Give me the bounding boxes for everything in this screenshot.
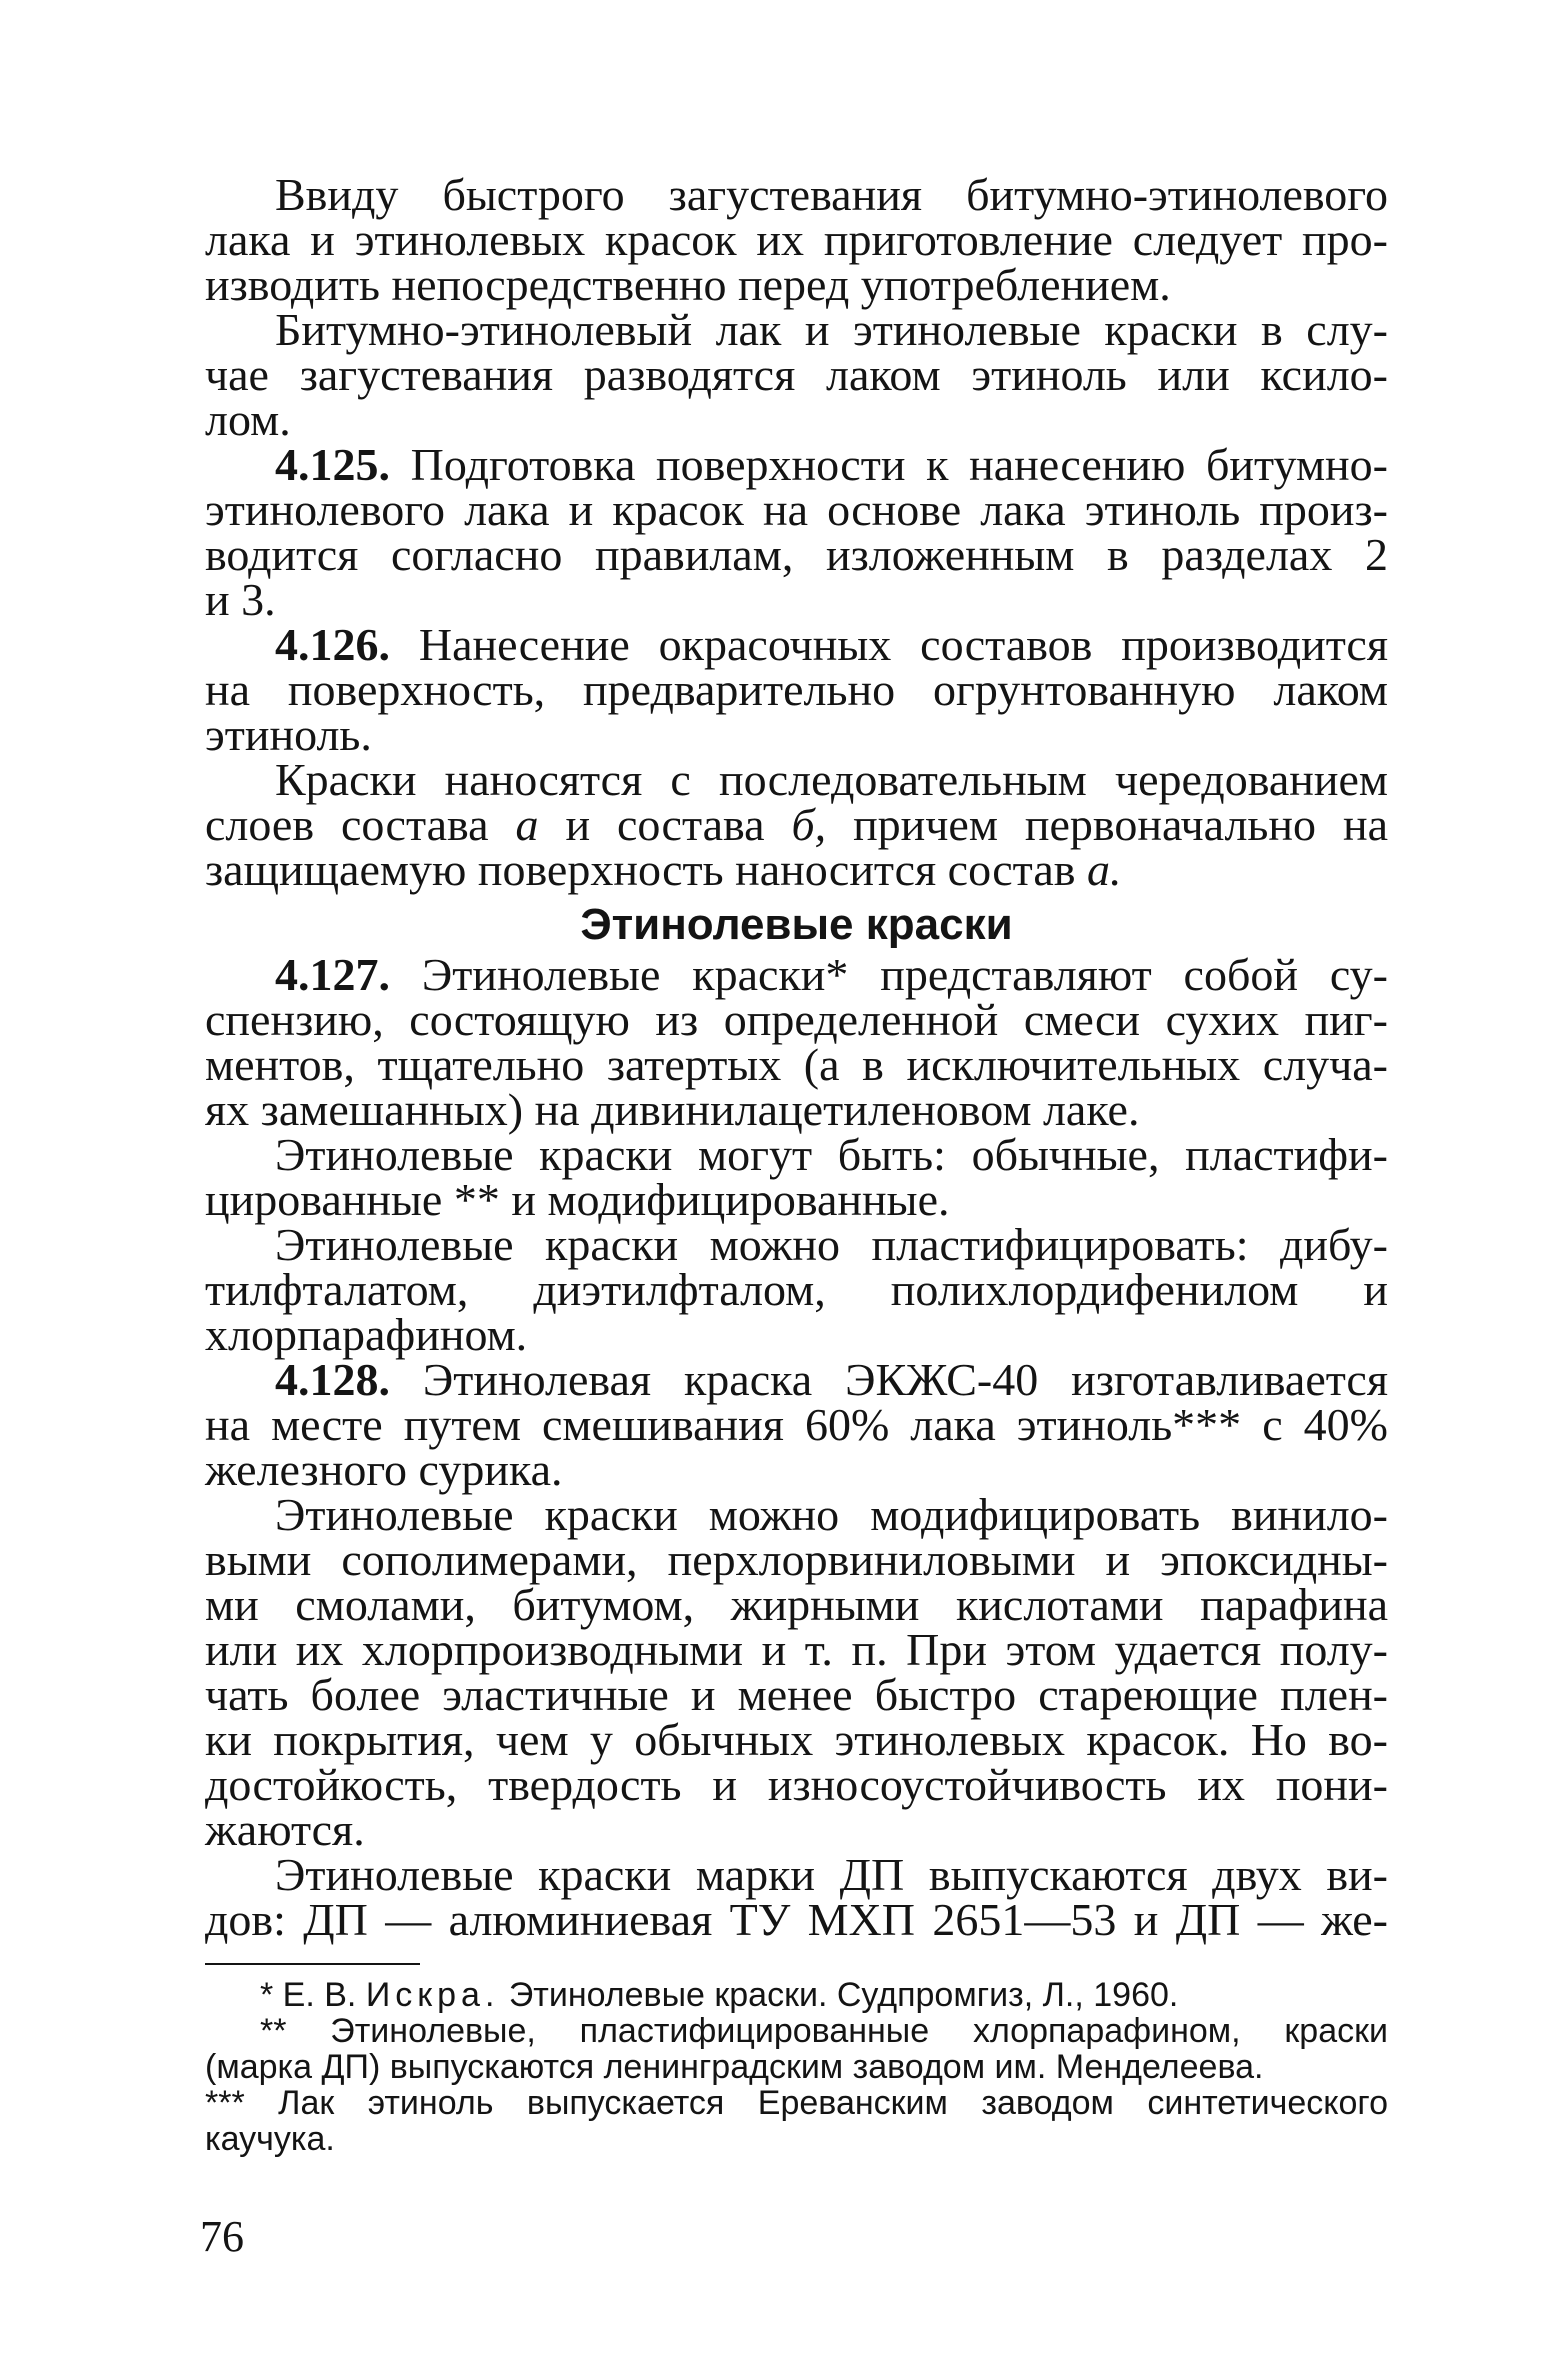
text-line (275, 1130, 1388, 1180)
text-fragment-spaced: Искра. (365, 1976, 500, 2014)
text-line (205, 1265, 1388, 1315)
text-fragment-italic: а (515, 799, 539, 850)
text-fragment: Этинолевые краски могут быть: обычные, пластифи- (275, 1129, 1388, 1180)
text-fragment: и состава (538, 799, 792, 850)
text-fragment: слоев состава (205, 799, 516, 850)
footnote-line (205, 2120, 1388, 2158)
text-fragment: Битумно-этинолевый лак и этинолевые краски в слу- (275, 304, 1388, 355)
text-fragment: водится согласно правилам, изложенным в разделах 2 (205, 529, 1388, 580)
text-line (205, 1040, 1388, 1090)
text-line (205, 1085, 1388, 1135)
text-fragment: Этинолевая краска ЭКЖС-40 изготавливается (390, 1354, 1388, 1405)
text-fragment: ях замешанных) на дивинилацетиленовом лаке. (205, 1084, 1140, 1135)
text-fragment: спензию, состоящую из определенной смеси сухих пиг- (205, 994, 1388, 1045)
text-fragment: изводить непосредственно перед употреблением. (205, 259, 1171, 310)
text-line (205, 485, 1388, 535)
clause-number: 4.128. (275, 1354, 390, 1405)
text-fragment: Краски наносятся с последовательным чередованием (275, 754, 1388, 805)
text-line (275, 1220, 1388, 1270)
text-fragment: на месте путем смешивания 60% лака этиноль*** с 40% (205, 1399, 1388, 1450)
text-line (205, 1715, 1388, 1765)
clause-number: 4.127. (275, 949, 390, 1000)
text-fragment: Ввиду быстрого загустевания битумно-этинолевого (275, 169, 1388, 220)
text-fragment: Нанесение окрасочных составов производится (390, 619, 1388, 670)
text-fragment: (марка ДП) выпускаются ленинградским заводом им. Менделеева. (205, 2048, 1264, 2086)
text-line (275, 755, 1388, 805)
text-fragment: ** Этинолевые, пластифицированные хлорпарафином, краски (260, 2012, 1388, 2050)
clause-number: 4.126. (275, 619, 390, 670)
text-fragment: железного сурика. (205, 1444, 563, 1495)
text-fragment: Этинолевые краски* представляют собой су- (390, 949, 1388, 1000)
text-line (205, 1895, 1388, 1945)
text-line (205, 530, 1388, 580)
text-line (205, 1760, 1388, 1810)
text-fragment: этиноль. (205, 709, 372, 760)
footnote-line (205, 2084, 1388, 2122)
text-fragment: *** Лак этиноль выпускается Ереванским заводом синтетического (205, 2084, 1388, 2122)
text-line (205, 995, 1388, 1045)
text-fragment: лака и этинолевых красок их приготовление следует про- (205, 214, 1388, 265)
text-line (205, 1670, 1388, 1720)
text-fragment: ментов, тщательно затертых (а в исключительных случа- (205, 1039, 1388, 1090)
text-line (275, 305, 1388, 355)
text-line (275, 1355, 1388, 1405)
text-line (275, 170, 1388, 220)
text-line (275, 620, 1388, 670)
footnote-line (205, 2048, 1388, 2086)
text-fragment: Этинолевые краски марки ДП выпускаются двух ви- (275, 1849, 1388, 1900)
text-fragment: Этинолевые краски (580, 900, 1013, 949)
text-fragment: причем первоначально на (826, 799, 1388, 850)
page-number: 76 (200, 2212, 244, 2261)
text-fragment: достойкость, твердость и износоустойчивость их пони- (205, 1759, 1388, 1810)
text-fragment: и 3. (205, 574, 276, 625)
text-fragment: ми смолами, битумом, жирными кислотами парафина (205, 1579, 1388, 1630)
text-fragment: этинолевого лака и красок на основе лака этиноль произ- (205, 484, 1388, 535)
text-fragment: Этинолевые краски можно пластифицировать: дибу- (275, 1219, 1388, 1270)
text-line (205, 800, 1388, 850)
text-fragment: ки покрытия, чем у обычных этинолевых красок. Но во- (205, 1714, 1388, 1765)
text-line (205, 1175, 1388, 1225)
text-line (205, 1445, 1388, 1495)
text-line (205, 575, 1388, 625)
clause-number: 4.125. (275, 439, 390, 490)
text-line (205, 1580, 1388, 1630)
text-fragment: чать более эластичные и менее быстро стареющие плен- (205, 1669, 1388, 1720)
text-fragment: тилфталатом, диэтилфталом, полихлордифенилом и (205, 1264, 1388, 1315)
text-line (205, 665, 1388, 715)
text-fragment: Этинолевые краски. Судпромгиз, Л., 1960. (499, 1976, 1179, 2014)
text-line (275, 950, 1388, 1000)
section-heading (205, 900, 1388, 950)
footnote-line (260, 2012, 1388, 2050)
text-line (205, 1805, 1388, 1855)
text-line (205, 1535, 1388, 1585)
text-line (205, 1310, 1388, 1360)
text-fragment: цированные ** и модифицированные. (205, 1174, 950, 1225)
text-fragment: лом. (205, 394, 291, 445)
text-line (205, 845, 1388, 895)
text-fragment: каучука. (205, 2120, 335, 2158)
text-line (205, 1400, 1388, 1450)
text-line (205, 260, 1388, 310)
text-fragment: * Е. В. (260, 1976, 366, 2014)
text-fragment-italic: а. (1086, 844, 1122, 895)
text-line (205, 710, 1388, 760)
text-fragment: дов: ДП — алюминиевая ТУ МХП 2651—53 и ДП — же- (205, 1894, 1388, 1945)
text-line (205, 215, 1388, 265)
text-line (205, 1625, 1388, 1675)
text-fragment: хлорпарафином. (205, 1309, 528, 1360)
text-fragment: на поверхность, предварительно огрунтованную лаком (205, 664, 1388, 715)
text-fragment: Этинолевые краски можно модифицировать винило- (275, 1489, 1388, 1540)
text-fragment: жаются. (205, 1804, 365, 1855)
footnote-line (260, 1976, 1388, 2014)
text-line (205, 350, 1388, 400)
text-fragment: или их хлорпроизводными и т. п. При этом удается полу- (205, 1624, 1388, 1675)
text-fragment: выми сополимерами, перхлорвиниловыми и эпоксидны- (205, 1534, 1388, 1585)
footnote-divider (205, 1963, 420, 1965)
text-fragment-italic: б, (791, 799, 827, 850)
text-line (205, 395, 1388, 445)
text-fragment: чае загустевания разводятся лаком этиноль или ксило- (205, 349, 1388, 400)
text-line (275, 440, 1388, 490)
text-fragment: защищаемую поверхность наносится состав (205, 844, 1087, 895)
text-line (275, 1850, 1388, 1900)
text-line (275, 1490, 1388, 1540)
text-fragment: Подготовка поверхности к нанесению битумно- (390, 439, 1388, 490)
